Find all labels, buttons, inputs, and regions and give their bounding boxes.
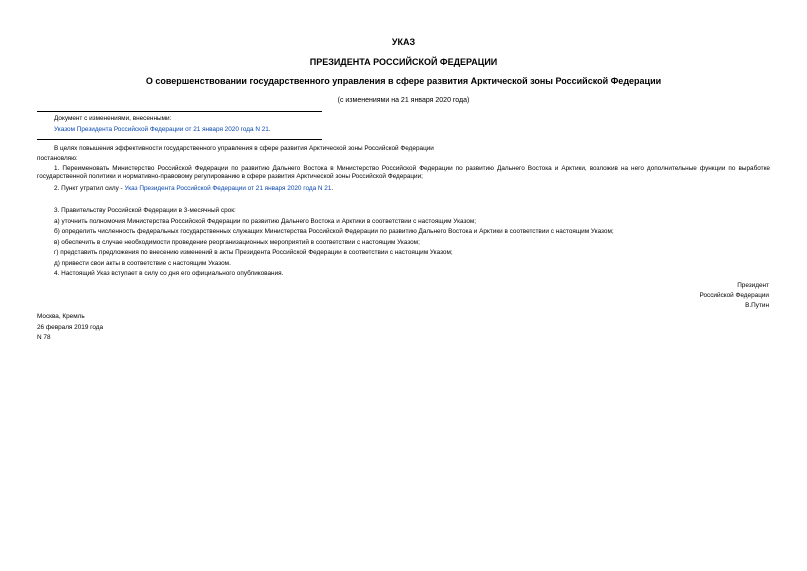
signing-date: 26 февраля 2019 года: [37, 324, 104, 331]
decree-number: N 78: [37, 334, 51, 341]
paragraph-2-prefix: 2. Пункт утратил силу -: [54, 185, 125, 192]
amendment-link[interactable]: Указом Президента Российской Федерации от 21 января 2020 года N 21: [54, 126, 269, 133]
paragraph-2: [54, 185, 333, 193]
signature-name: В.Путин: [745, 302, 769, 309]
intro-paragraph: В целях повышения эффективности государственного управления в сфере развития Арктической зоны Российской Федерации: [54, 145, 434, 152]
signature-office: Российской Федерации: [699, 292, 769, 299]
paragraph-4: 4. Настоящий Указ вступает в силу со дня его официального опубликования.: [54, 270, 284, 277]
doc-type-heading: УКАЗ: [391, 37, 416, 47]
decree-word: постановляю:: [37, 155, 78, 162]
paragraph-2-suffix: .: [331, 185, 334, 192]
paragraph-3c: в) обеспечить в случае необходимости проведение реорганизационных мероприятий в соответствии с настоящим Указом;: [54, 239, 420, 246]
divider-top: [37, 111, 322, 112]
amendments-label: Документ с изменениями, внесенными:: [54, 115, 172, 122]
signature-title: Президент: [737, 282, 769, 289]
repeal-link[interactable]: Указ Президента Российской Федерации от 21 января 2020 года N 21: [124, 185, 332, 192]
divider-bottom: [37, 139, 322, 140]
signing-place: Москва, Кремль: [37, 313, 85, 320]
document-title: О совершенствовании государственного управления в сфере развития Арктической зоны Российской Федерации: [145, 76, 662, 86]
revision-note: (с изменениями на 21 января 2020 года): [337, 97, 470, 104]
issuer-heading: ПРЕЗИДЕНТА РОССИЙСКОЙ ФЕДЕРАЦИИ: [309, 57, 498, 67]
paragraph-3a: а) уточнить полномочия Министерства Российской Федерации по развитию Дальнего Востока и Арктики в соответствии с настоящим Указом;: [54, 218, 477, 225]
paragraph-3b: б) определить численность федеральных государственных служащих Министерства Российской Федерации по развитию Дальнего Востока и Арктики в соответствии с настоящим Указом;: [54, 228, 614, 235]
amendments-line: [54, 126, 271, 134]
paragraph-3: 3. Правительству Российской Федерации в 3-месячный срок:: [54, 207, 236, 214]
paragraph-1: 1. Переименовать Министерство Российской Федерации по развитию Дальнего Востока в Министерство Российской Федерации по развитию Дальнего Востока и Арктики, возложив на него дополнительные функции по выработке государственной политики и нормативно-правовому регулированию в сфере развития Арктической зоны Российской Федерации;: [37, 165, 770, 180]
amendment-link-suffix: .: [268, 126, 271, 133]
paragraph-3d: г) представить предложения по внесению изменений в акты Президента Российской Федерации в соответствии с настоящим Указом;: [54, 249, 453, 256]
paragraph-3e: д) привести свои акты в соответствие с настоящим Указом.: [54, 260, 231, 267]
